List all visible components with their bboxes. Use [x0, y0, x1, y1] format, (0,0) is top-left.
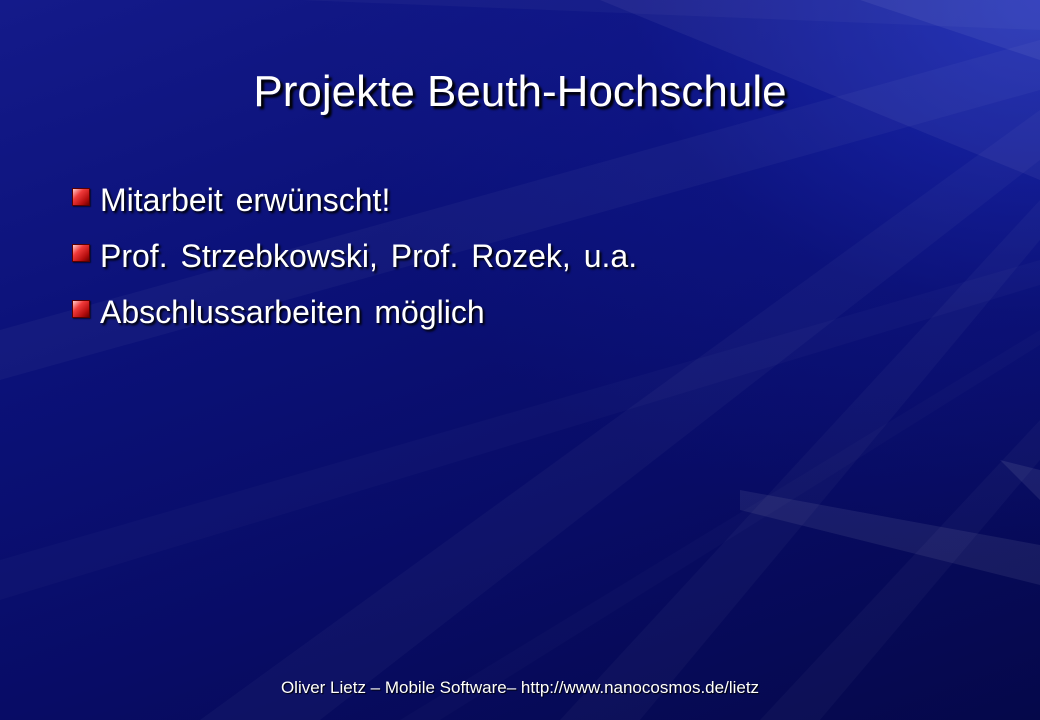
- red-square-bullet-icon: [72, 300, 90, 318]
- slide-title: Projekte Beuth-Hochschule: [253, 67, 787, 116]
- red-square-bullet-icon: [72, 188, 90, 206]
- slide-footer: Oliver Lietz – Mobile Software– http://www.nanocosmos.de/lietz: [280, 678, 760, 697]
- bullet-text: Prof. Strzebkowski, Prof. Rozek, u.a.: [100, 238, 638, 274]
- list-item: [72, 228, 637, 284]
- list-item: [72, 284, 637, 340]
- bullet-text: Abschlussarbeiten möglich: [100, 294, 485, 330]
- red-square-bullet-icon: [72, 244, 90, 262]
- bullet-list: [72, 172, 637, 340]
- list-item: [72, 172, 637, 228]
- bullet-text: Mitarbeit erwünscht!: [100, 182, 391, 218]
